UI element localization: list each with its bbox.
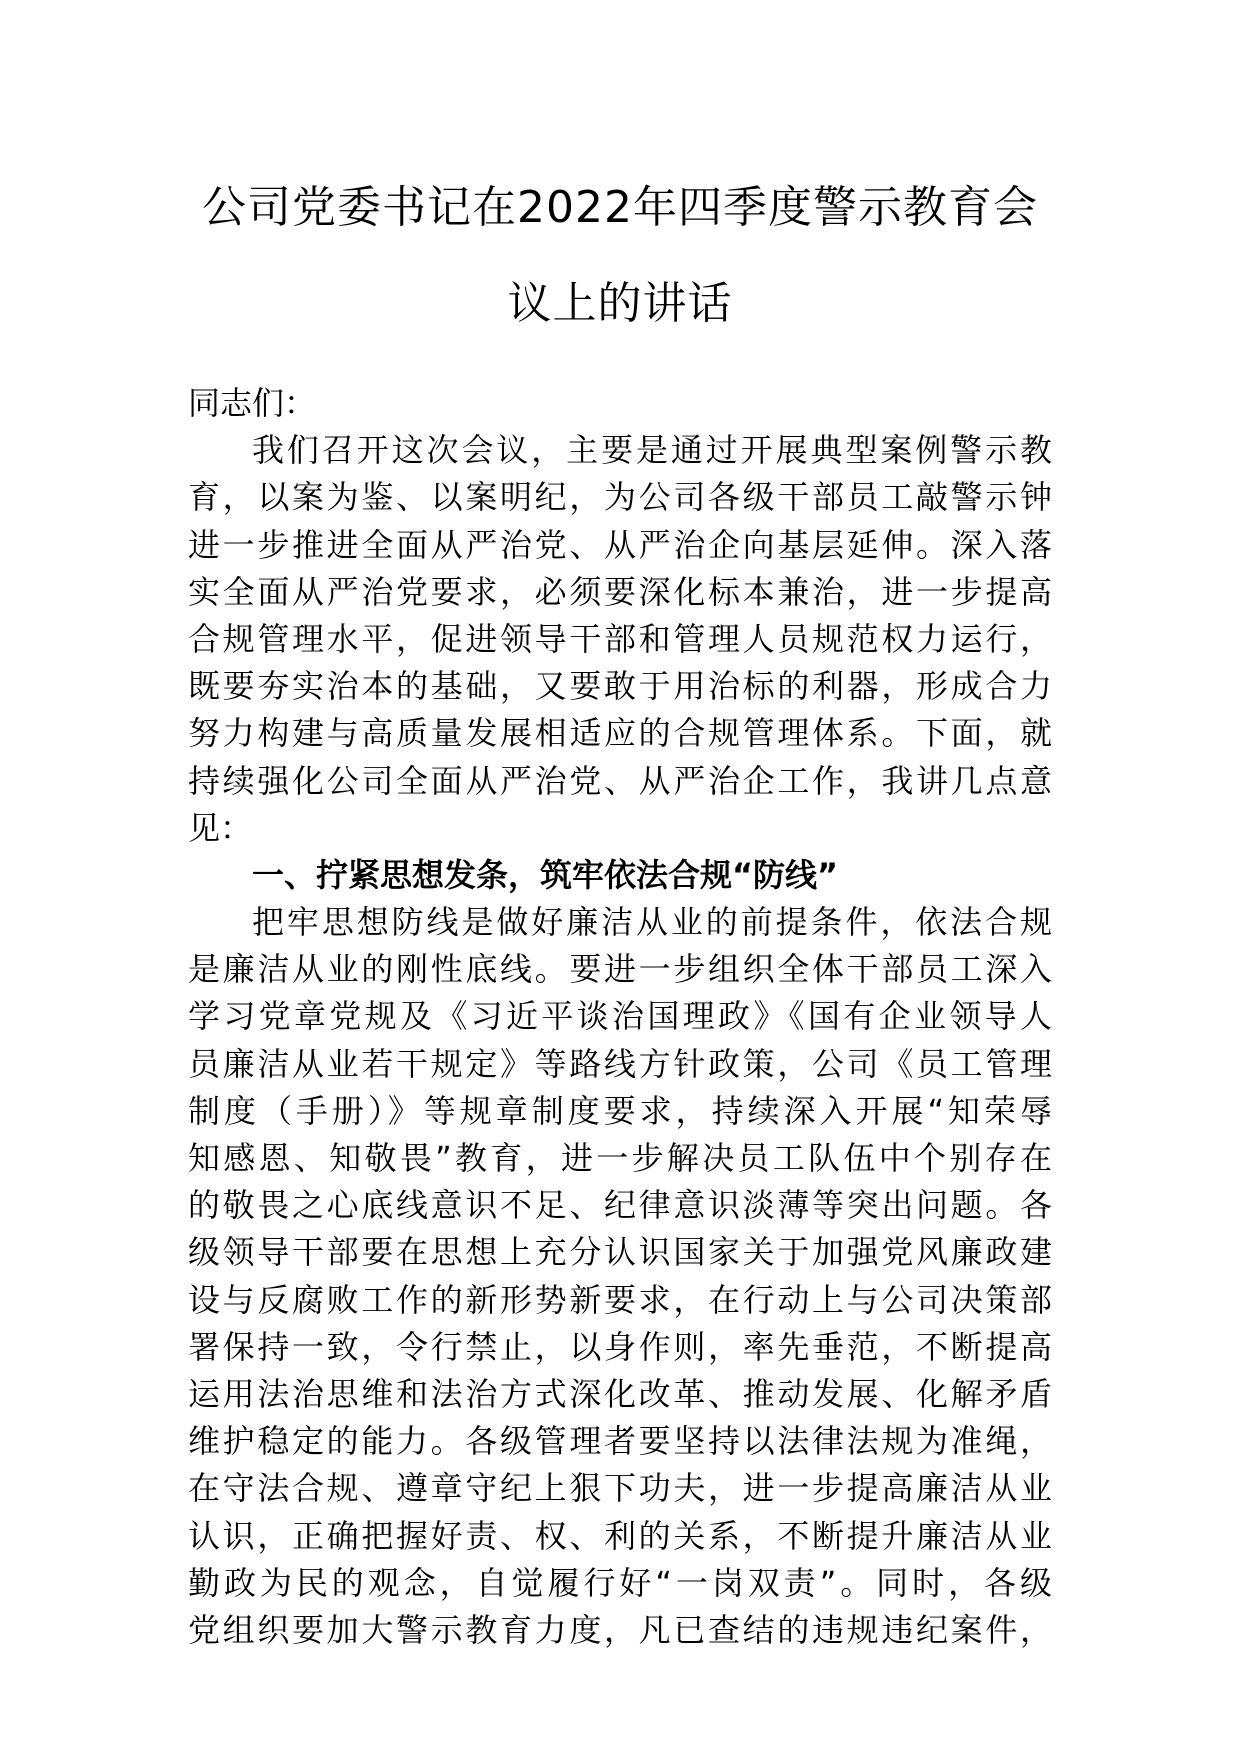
paragraph-2-line: 党组织要加大警示教育力度，凡已查结的违规违纪案件， <box>188 1610 1052 1649</box>
paragraph-2-line: 员廉洁从业若干规定》等路线方针政策，公司《员工管理 <box>188 1044 1052 1083</box>
paragraph-2-line: 署保持一致，令行禁止，以身作则，率先垂范，不断提高 <box>188 1327 1052 1366</box>
paragraph-1-line: 进一步推进全面从严治党、从严治企向基层延伸。深入落 <box>188 525 1052 564</box>
paragraph-2-line: 勤政为民的观念，自觉履行好“一岗双责”。同时，各级 <box>188 1563 1052 1602</box>
paragraph-2-line: 在守法合规、遵章守纪上狠下功夫，进一步提高廉洁从业 <box>188 1469 1052 1508</box>
paragraph-2-line: 认识，正确把握好责、权、利的关系，不断提升廉洁从业 <box>188 1516 1052 1555</box>
greeting: 同志们： <box>188 384 317 422</box>
title-line-1: 公司党委书记在2022年四季度警示教育会 <box>202 182 1038 233</box>
paragraph-2-line: 制度（手册）》等规章制度要求，持续深入开展“知荣辱 <box>188 1091 1052 1130</box>
paragraph-2-line: 级领导干部要在思想上充分认识国家关于加强党风廉政建 <box>188 1233 1052 1272</box>
paragraph-2-line: 是廉洁从业的刚性底线。要进一步组织全体干部员工深入 <box>188 950 1052 989</box>
paragraph-2-line: 学习党章党规及《习近平谈治国理政》《国有企业领导人 <box>188 997 1052 1036</box>
paragraph-1-line: 育，以案为鉴、以案明纪，为公司各级干部员工敲警示钟 <box>188 478 1052 517</box>
paragraph-1-line: 持续强化公司全面从严治党、从严治企工作，我讲几点意 <box>188 761 1052 800</box>
paragraph-1-line: 既要夯实治本的基础，又要敢于用治标的利器，形成合力 <box>188 667 1052 706</box>
document-body <box>188 380 1052 1654</box>
title-line-2: 议上的讲话 <box>507 278 733 329</box>
paragraph-2-line: 运用法治思维和法治方式深化改革、推动发展、化解矛盾 <box>188 1374 1052 1413</box>
section-1-heading: 一、拧紧思想发条，筑牢依法合规“防线” <box>252 855 839 894</box>
paragraph-2-line: 把牢思想防线是做好廉洁从业的前提条件，依法合规 <box>252 903 1052 942</box>
paragraph-2-line: 设与反腐败工作的新形势新要求，在行动上与公司决策部 <box>188 1280 1052 1319</box>
paragraph-2-line: 知感恩、知敬畏”教育，进一步解决员工队伍中个别存在 <box>188 1139 1052 1177</box>
paragraph-1-line: 见： <box>188 808 253 847</box>
paragraph-1-line: 我们召开这次会议，主要是通过开展典型案例警示教 <box>252 431 1052 470</box>
paragraph-1-line: 努力构建与高质量发展相适应的合规管理体系。下面，就 <box>188 714 1052 753</box>
paragraph-1-line: 合规管理水平，促进领导干部和管理人员规范权力运行， <box>188 619 1052 658</box>
paragraph-2-line: 的敬畏之心底线意识不足、纪律意识淡薄等突出问题。各 <box>188 1186 1052 1225</box>
paragraph-1-line: 实全面从严治党要求，必须要深化标本兼治，进一步提高 <box>188 572 1052 611</box>
paragraph-2-line: 维护稳定的能力。各级管理者要坚持以法律法规为准绳， <box>188 1422 1052 1461</box>
document-title <box>170 160 1070 352</box>
